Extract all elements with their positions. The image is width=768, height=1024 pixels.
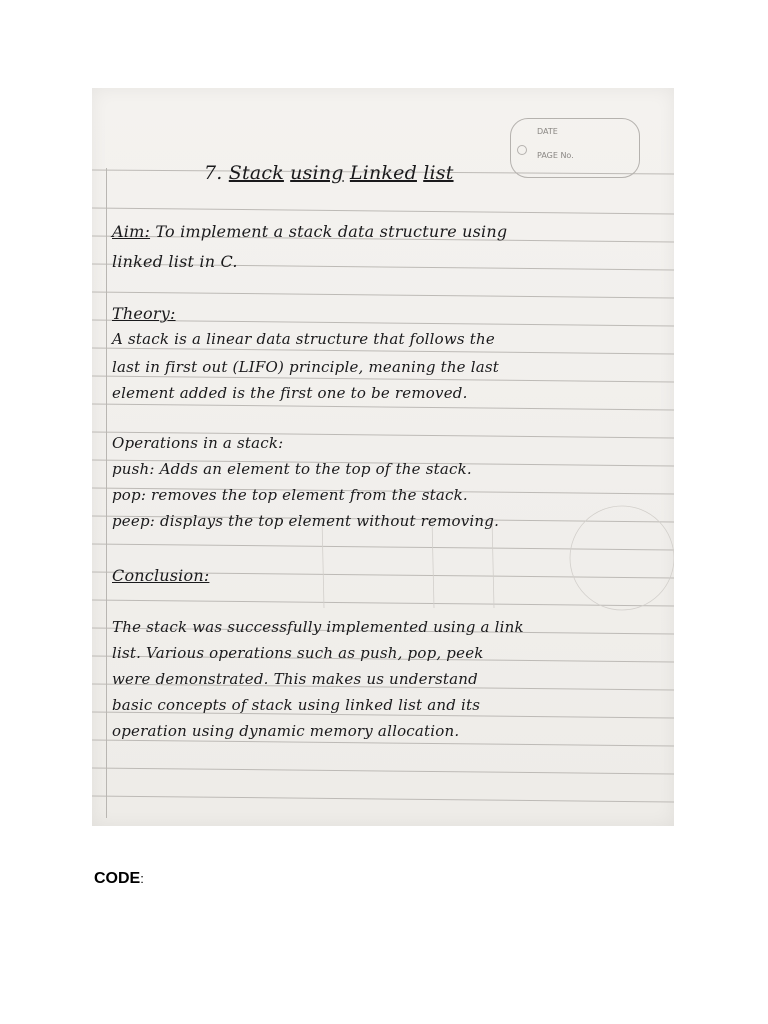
theory-line-2: last in first out (LIFO) principle, meaning the last: [112, 358, 499, 376]
title-word-list: list: [423, 162, 454, 184]
conclusion-line-5: operation using dynamic memory allocation.: [112, 722, 460, 740]
margin-line: [106, 168, 107, 818]
theory-line-3: element added is the first one to be removed.: [112, 384, 468, 402]
operations-heading: Operations in a stack:: [112, 434, 284, 452]
code-section-label: [94, 870, 144, 888]
title-word-using: using: [290, 162, 344, 184]
conclusion-line-2: list. Various operations such as push, pop, peek: [112, 644, 484, 662]
title-word-stack: Stack: [228, 162, 284, 184]
operation-push: push: Adds an element to the top of the stack.: [112, 460, 472, 478]
aim-heading: Aim:: [112, 222, 151, 241]
title-number: 7.: [204, 162, 223, 184]
date-label: DATE: [537, 127, 558, 136]
operation-pop: pop: removes the top element from the stack.: [112, 486, 468, 504]
page-title: [204, 162, 454, 184]
ruled-lines: [92, 88, 674, 826]
aim-line-2: linked list in C.: [112, 252, 238, 271]
conclusion-line-3: were demonstrated. This makes us understand: [112, 670, 478, 688]
ring-dot-icon: [517, 145, 527, 155]
theory-line-1: A stack is a linear data structure that follows the: [112, 330, 495, 348]
conclusion-line-1: The stack was successfully implemented using a link: [112, 618, 524, 636]
date-page-box: [510, 118, 640, 178]
notebook-photo: [92, 88, 674, 826]
page-label: PAGE No.: [537, 151, 574, 160]
conclusion-heading: Conclusion:: [112, 566, 210, 585]
aim-text-1: To implement a stack data structure using: [155, 222, 508, 241]
theory-heading: Theory:: [112, 304, 176, 323]
title-word-linked: Linked: [349, 162, 417, 184]
code-label-colon: :: [140, 871, 144, 886]
operation-peep: peep: displays the top element without removing.: [112, 512, 500, 530]
aim-line-1: [112, 222, 507, 241]
conclusion-line-4: basic concepts of stack using linked list and its: [112, 696, 481, 714]
code-label-text: CODE: [94, 870, 141, 887]
